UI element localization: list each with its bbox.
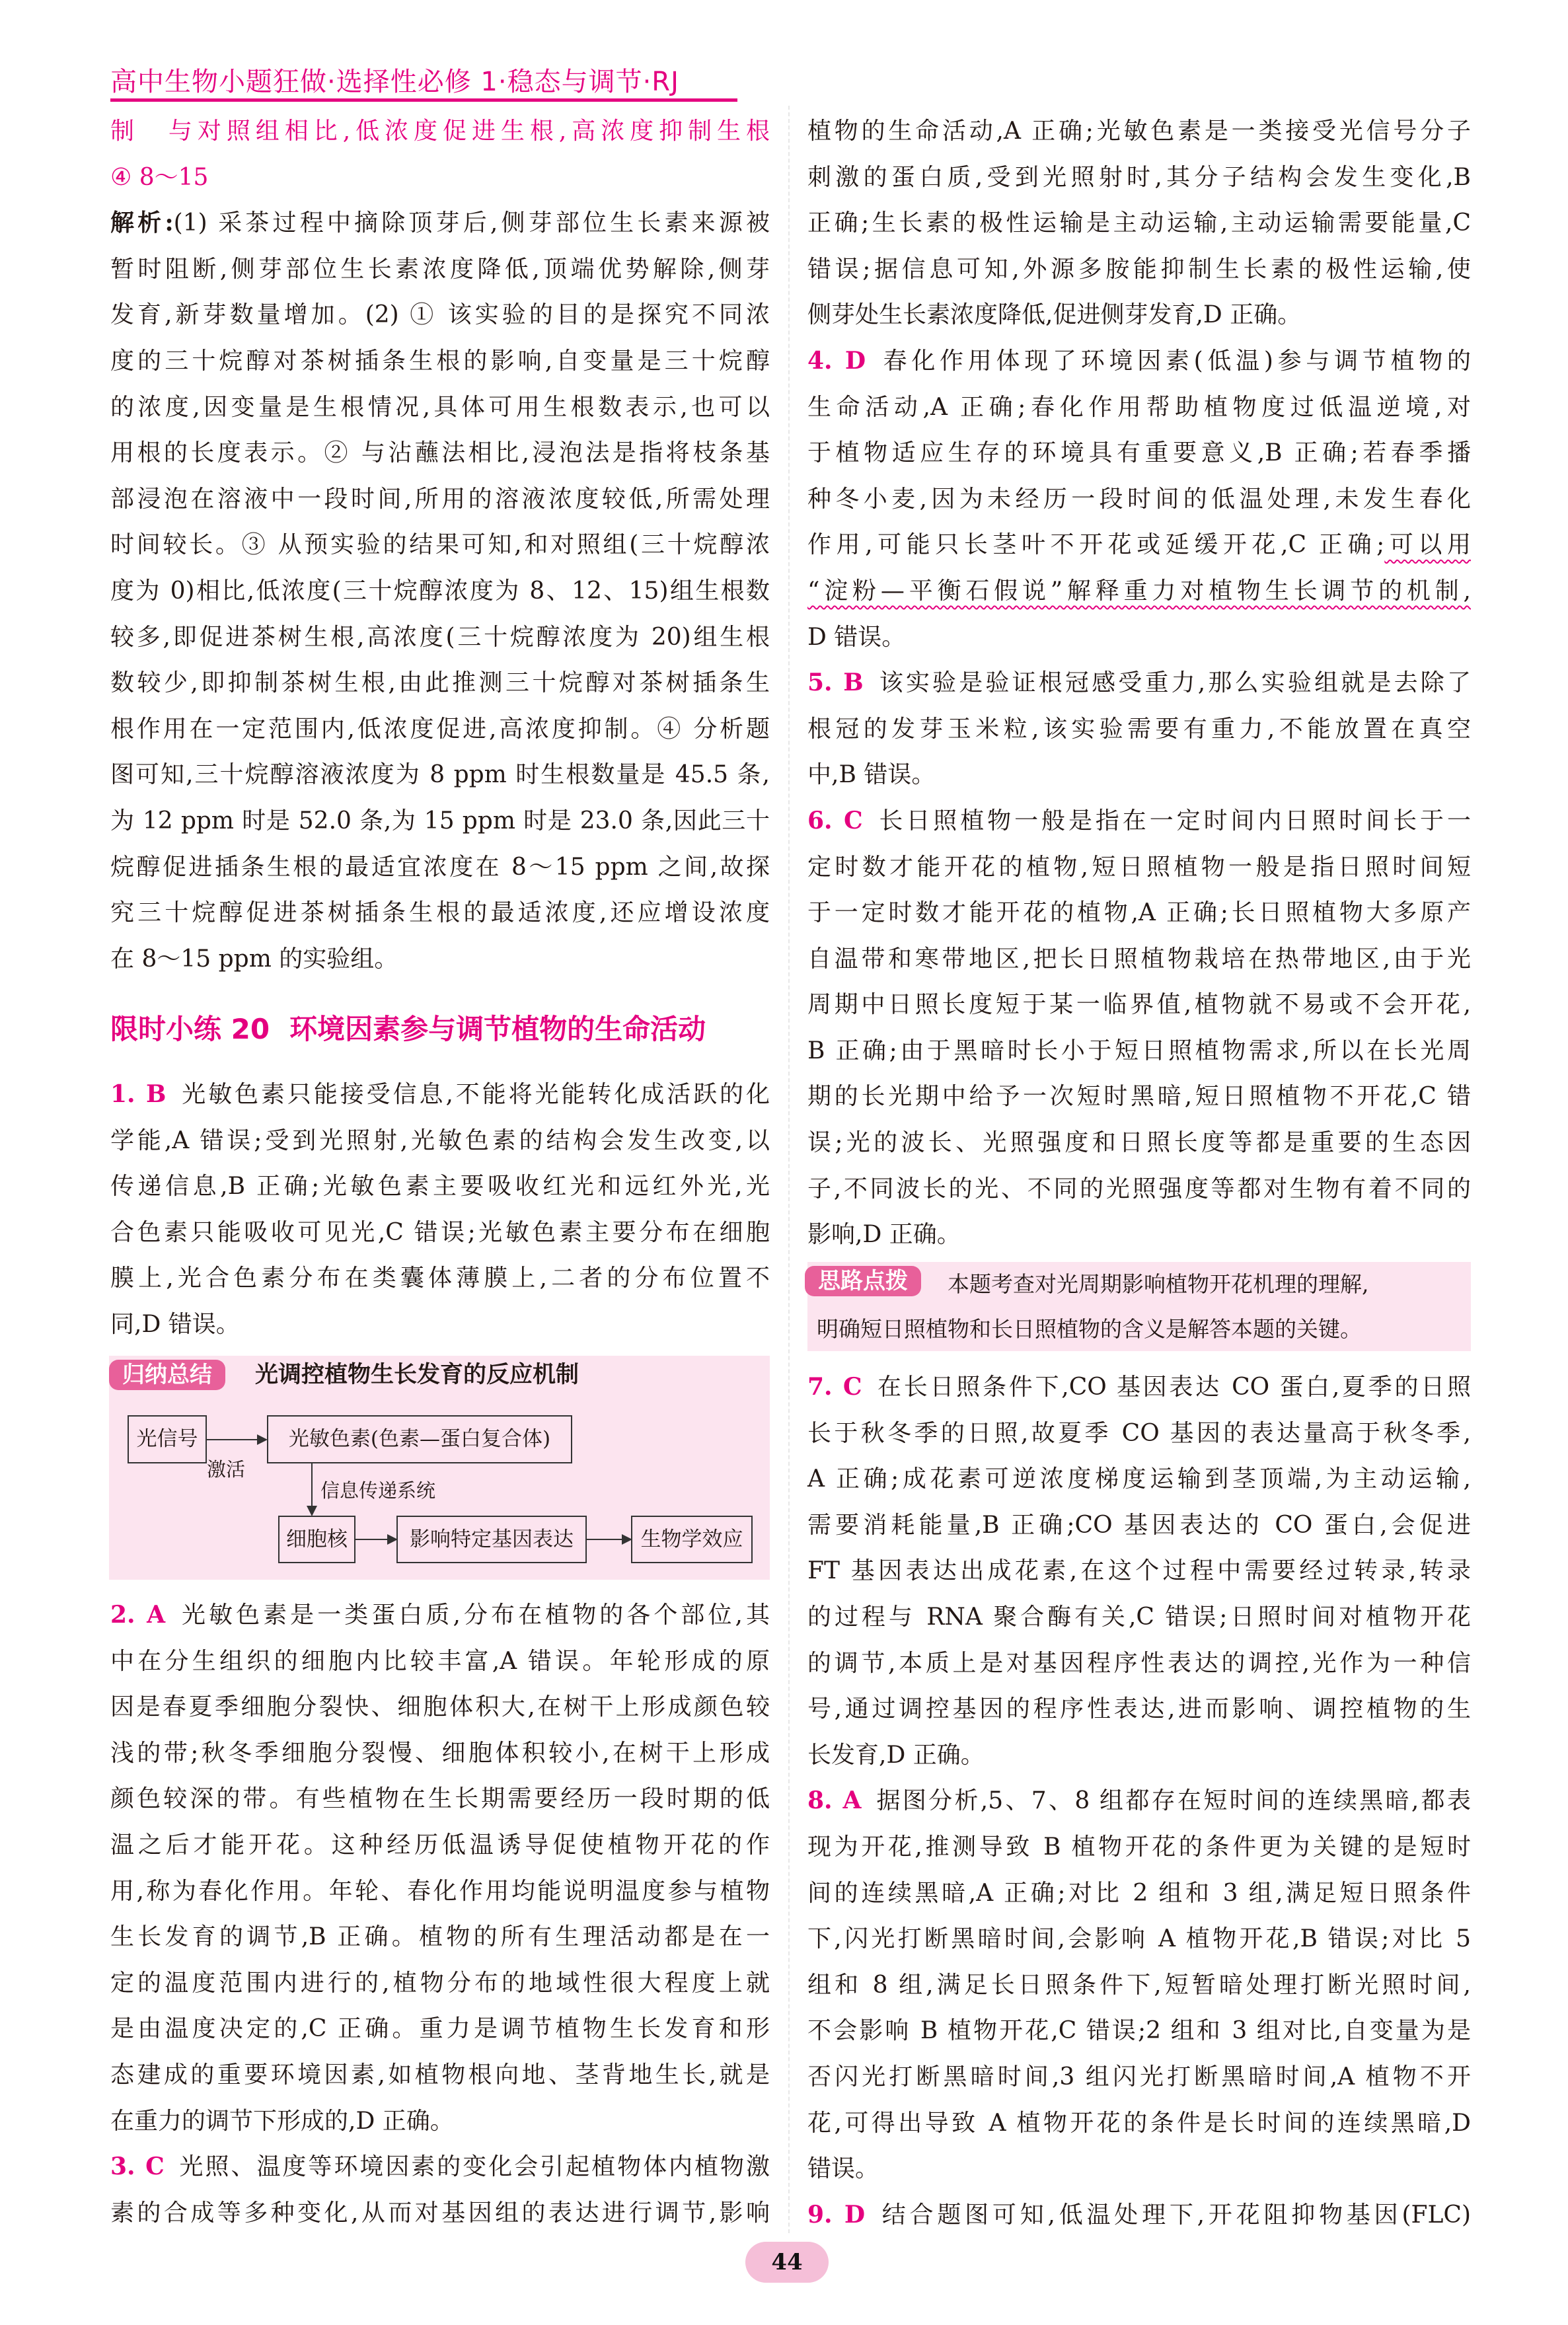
line-text: 生长发育的调节,B 正确。植物的所有生理活动都是在一 <box>110 1923 770 1951</box>
line-text: 的调节,本质上是对基因程序性表达的调控,光作为一种信 <box>807 1649 1471 1677</box>
text-line <box>807 200 1471 246</box>
flow-node-gene-expression: 影响特定基因表达 <box>396 1516 587 1563</box>
line-text: 是由温度决定的,C 正确。重力是调节植物生长发育和形 <box>110 2015 770 2043</box>
line-text: 影响,D 正确。 <box>807 1221 961 1249</box>
answer-label: 2. A <box>110 1601 166 1629</box>
text-line <box>807 1120 1471 1166</box>
line-text: 定的温度范围内进行的,植物分布的地域性很大程度上就 <box>110 1969 770 1997</box>
text-line <box>807 155 1471 201</box>
line-text: 暂时阻断,侧芽部位生长素浓度降低,顶端优势解除,侧芽 <box>110 255 770 283</box>
text-line <box>807 660 1471 706</box>
question-3-continued <box>807 108 1471 338</box>
line-text: 图可知,三十烷醇溶液浓度为 8 ppm 时生根数量是 45.5 条, <box>110 761 770 789</box>
text-line <box>110 385 770 431</box>
line-text: 定时数才能开花的植物,短日照植物一般是指日照时间短 <box>807 853 1471 881</box>
line-text: (1) 采茶过程中摘除顶芽后,侧芽部位生长素来源被 <box>173 209 770 237</box>
answer-label: 9. D <box>807 2200 866 2229</box>
line-text: 自温带和寒带地区,把长日照植物栽培在热带地区,由于光 <box>807 945 1471 973</box>
emphasized-text: 可以用 <box>1384 531 1471 559</box>
question-7-answer <box>807 1364 1471 1778</box>
line-text: 光照、温度等环境因素的变化会引起植物体内植物激 <box>177 2153 770 2181</box>
text-line <box>807 1686 1471 1732</box>
text-line <box>110 798 770 844</box>
line-text: 烷醇促进插条生根的最适宜浓度在 8～15 ppm 之间,故探 <box>110 853 770 881</box>
line-text: 根作用在一定范围内,低浓度促进,高浓度抑制。④ 分析题 <box>110 715 770 743</box>
text-line <box>807 292 1471 338</box>
line-text: 错误;据信息可知,外源多胺能抑制生长素的极性运输,使 <box>807 255 1471 283</box>
line-text: 态建成的重要环境因素,如植物根向地、茎背地生长,就是 <box>110 2061 770 2088</box>
answer-label: 6. C <box>807 806 863 834</box>
text-line <box>110 476 770 523</box>
text-line <box>110 1684 770 1730</box>
text-line <box>110 752 770 798</box>
line-text: 光敏色素是一类蛋白质,分布在植物的各个部位,其 <box>178 1602 770 1629</box>
line-text: 作用,可能只长茎叶不开花或延缓开花,C 正确; <box>807 531 1385 559</box>
section-heading <box>110 1008 706 1047</box>
line-text: ④ 8～15 <box>110 163 209 191</box>
text-line <box>807 1502 1471 1549</box>
text-line <box>807 706 1471 753</box>
text-line <box>807 1166 1471 1212</box>
line-text: 植物的生命活动,A 正确;光敏色素是一类接受光信号分子 <box>807 118 1471 145</box>
line-text: 在长日照条件下,CO 基因表达 CO 蛋白,夏季的日照 <box>875 1374 1471 1401</box>
text-line <box>807 1641 1471 1687</box>
answer-intro <box>110 108 770 200</box>
right-column-top <box>807 108 1471 1258</box>
line-text: 用根的长度表示。② 与沾蘸法相比,浸泡法是指将枝条基 <box>110 439 770 467</box>
text-line <box>110 1210 770 1256</box>
text-line <box>807 1074 1471 1120</box>
text-line <box>110 614 770 661</box>
running-header: 高中生物小题狂做·选择性必修 1·稳态与调节·RJ <box>110 67 679 97</box>
text-line <box>807 1364 1471 1411</box>
text-line <box>807 982 1471 1028</box>
line-text: 该实验是验证根冠感受重力,那么实验组就是去除了 <box>876 669 1471 697</box>
line-text: 度的三十烷醇对茶树插条生根的影响,自变量是三十烷醇 <box>110 347 770 375</box>
text-line <box>110 338 770 385</box>
line-text: 不会影响 B 植物开花,C 错误;2 组和 3 组对比,自变量为是 <box>807 2017 1471 2045</box>
line-text: 制 与对照组相比,低浓度促进生根,高浓度抑制生根 <box>110 118 770 145</box>
tip-box <box>807 1262 1471 1351</box>
line-text: 需要消耗能量,B 正确;CO 基因表达的 CO 蛋白,会促进 <box>807 1511 1471 1539</box>
text-line <box>110 1592 770 1639</box>
text-line <box>110 430 770 476</box>
text-line <box>110 1302 770 1348</box>
flow-node-light-signal: 光信号 <box>128 1415 207 1463</box>
question-8-answer <box>807 1778 1471 2192</box>
line-text: 的浓度,因变量是生根情况,具体可用生根数表示,也可以 <box>110 393 770 421</box>
line-text: 在重力的调节下形成的,D 正确。 <box>110 2107 454 2135</box>
text-line <box>110 2190 770 2236</box>
question-3-answer <box>110 2144 770 2236</box>
text-line <box>807 568 1471 614</box>
line-text: 周期中日照长度短于某一临界值,植物就不易或不会开花, <box>807 991 1471 1019</box>
text-line <box>807 1456 1471 1502</box>
line-text: 结合题图可知,低温处理下,开花阻抑物基因(FLC) <box>877 2201 1471 2229</box>
answer-label: 3. C <box>110 2153 165 2181</box>
line-text: 长发育,D 正确。 <box>807 1741 985 1769</box>
text-line <box>110 1730 770 1777</box>
line-text: 颜色较深的带。有些植物在生长期需要经历一段时期的低 <box>110 1785 770 1813</box>
line-text: 正确;生长素的极性运输是主动运输,主动运输需要能量,C <box>807 209 1471 237</box>
line-text: 于一定时数才能开花的植物,A 正确;长日照植物大多原产 <box>807 899 1471 927</box>
text-line <box>807 614 1471 661</box>
line-text: 同,D 错误。 <box>110 1310 240 1338</box>
line-text: 用,称为春化作用。年轮、春化作用均能说明温度参与植物 <box>110 1877 770 1905</box>
arrow-icon <box>207 1439 266 1440</box>
text-line <box>110 706 770 753</box>
text-line <box>110 1868 770 1915</box>
line-text: 浅的带;秋冬季细胞分裂慢、细胞体积较小,在树干上形成 <box>110 1739 770 1767</box>
question-2-answer <box>110 1592 770 2144</box>
text-line <box>110 155 770 201</box>
right-column-bottom <box>807 1364 1471 2238</box>
arrow-icon <box>311 1463 313 1515</box>
text-line <box>807 1411 1471 1457</box>
line-text: 膜上,光合色素分布在类囊体薄膜上,二者的分布位置不 <box>110 1265 770 1292</box>
line-text: 花,可得出导致 A 植物开花的条件是长时间的连续黑暗,D <box>807 2109 1471 2137</box>
text-line <box>110 108 770 155</box>
line-text: 温之后才能开花。这种经历低温诱导促使植物开花的作 <box>110 1831 770 1859</box>
line-text: 时间较长。③ 从预实验的结果可知,和对照组(三十烷醇浓 <box>110 531 770 559</box>
text-line <box>110 1639 770 1685</box>
text-line <box>110 200 770 246</box>
line-text: 否闪光打断黑暗时间,3 组闪光打断黑暗时间,A 植物不开 <box>807 2063 1471 2090</box>
line-text: B 正确;由于黑暗时长小于短日照植物需求,所以在长光周 <box>807 1037 1471 1064</box>
text-line <box>807 890 1471 936</box>
text-line <box>807 2100 1471 2147</box>
text-line <box>110 1163 770 1210</box>
text-line <box>807 430 1471 476</box>
arrow-icon <box>355 1539 396 1540</box>
text-line <box>110 890 770 936</box>
line-text: 春化作用体现了环境因素(低温)参与调节植物的 <box>878 347 1472 375</box>
page-number: 44 <box>745 2242 829 2283</box>
answer-label: 1. B <box>110 1080 167 1108</box>
text-line <box>807 246 1471 293</box>
text-line <box>807 476 1471 523</box>
summary-title: 光调控植物生长发育的反应机制 <box>255 1362 579 1388</box>
line-text: 部浸泡在溶液中一段时间,所用的溶液浓度较低,所需处理 <box>110 485 770 513</box>
line-text: 因是春夏季细胞分裂快、细胞体积大,在树干上形成颜色较 <box>110 1693 770 1721</box>
text-line <box>110 1776 770 1822</box>
text-line <box>110 2006 770 2052</box>
line-text: A 正确;成花素可逆浓度梯度运输到茎顶端,为主动运输, <box>807 1465 1471 1493</box>
line-text: 现为开花,推测导致 B 植物开花的条件更为关键的是短时 <box>807 1833 1471 1861</box>
text-line <box>807 798 1471 844</box>
text-line <box>110 292 770 338</box>
text-line <box>807 1824 1471 1870</box>
text-line <box>110 660 770 706</box>
text-line <box>807 752 1471 798</box>
line-text: FT 基因表达出成花素,在这个过程中需要经过转录,转录 <box>807 1557 1471 1585</box>
column-divider <box>788 106 790 2233</box>
line-text: 下,闪光打断黑暗时间,会影响 A 植物开花,B 错误;对比 5 <box>807 1925 1471 1953</box>
section-title: 环境因素参与调节植物的生命活动 <box>289 1013 706 1045</box>
text-line <box>807 1594 1471 1641</box>
text-line <box>110 568 770 614</box>
text-line <box>110 2144 770 2190</box>
line-text: 组和 8 组,满足长日照条件下,短暂暗处理打断光照时间, <box>807 1971 1471 1999</box>
line-text: 生命活动,A 正确;春化作用帮助植物度过低温逆境,对 <box>807 393 1471 421</box>
emphasized-text: “淀粉—平衡石假说”解释重力对植物生长调节的机制, <box>807 577 1471 605</box>
text-line <box>807 2146 1471 2192</box>
line-text: 合色素只能吸收可见光,C 错误;光敏色素主要分布在细胞 <box>110 1218 770 1246</box>
text-line <box>807 1870 1471 1917</box>
text-line <box>110 2052 770 2098</box>
section-number: 限时小练 20 <box>110 1013 270 1045</box>
header-underline <box>110 98 737 102</box>
text-line <box>807 1916 1471 1962</box>
line-text: 根冠的发芽玉米粒,该实验需要有重力,不能放置在真空 <box>807 715 1471 743</box>
text-line <box>110 1255 770 1302</box>
summary-box <box>109 1356 770 1580</box>
line-text: 长日照植物一般是指在一定时间内日照时间长于一 <box>876 807 1471 834</box>
text-line <box>110 1118 770 1164</box>
line-text: 间的连续黑暗,A 正确;对比 2 组和 3 组,满足短日照条件 <box>807 1879 1471 1907</box>
text-line <box>807 1028 1471 1074</box>
line-text: 光敏色素只能接受信息,不能将光能转化成活跃的化 <box>179 1081 770 1108</box>
line-text: 中在分生组织的细胞内比较丰富,A 错误。年轮形成的原 <box>110 1647 770 1675</box>
text-line <box>807 108 1471 155</box>
tip-badge: 思路点拨 <box>805 1266 921 1296</box>
text-line <box>807 1778 1471 1824</box>
line-text: 刺激的蛋白质,受到光照射时,其分子结构会发生变化,B <box>807 163 1471 191</box>
line-text: 度为 0)相比,低浓度(三十烷醇浓度为 8、12、15)组生根数 <box>110 577 770 605</box>
text-line <box>110 1822 770 1868</box>
text-line <box>110 522 770 568</box>
line-text: 较多,即促进茶树生根,高浓度(三十烷醇浓度为 20)组生根 <box>110 623 770 651</box>
line-text: 于植物适应生存的环境具有重要意义,B 正确;若春季播 <box>807 439 1471 467</box>
line-text: 据图分析,5、7、8 组都存在短时间的连续黑暗,都表 <box>874 1787 1472 1815</box>
text-line <box>110 1914 770 1960</box>
text-line <box>110 844 770 891</box>
line-text: 错误。 <box>807 2155 879 2183</box>
analysis-paragraph <box>110 200 770 982</box>
tip-text-line: 本题考查对光周期影响植物开花机理的理解, <box>948 1271 1369 1297</box>
question-6-answer <box>807 798 1471 1258</box>
text-line <box>807 936 1471 982</box>
text-line <box>807 385 1471 431</box>
line-text: 子,不同波长的光、不同的光照强度等都对生物有着不同的 <box>807 1175 1471 1202</box>
line-text: 为 12 ppm 时是 52.0 条,为 15 ppm 时是 23.0 条,因此三十 <box>110 807 770 834</box>
text-line <box>807 844 1471 891</box>
text-line <box>807 522 1471 568</box>
line-text: 侧芽处生长素浓度降低,促进侧芽发育,D 正确。 <box>807 301 1302 329</box>
question-9-answer <box>807 2192 1471 2238</box>
line-text: 号,通过调控基因的程序性表达,进而影响、调控植物的生 <box>807 1695 1471 1723</box>
summary-badge: 归纳总结 <box>109 1360 225 1390</box>
line-text: 数较少,即抑制茶树生根,由此推测三十烷醇对茶树插条生 <box>110 669 770 697</box>
question-2-3-answers <box>110 1592 770 2236</box>
text-line <box>110 936 770 982</box>
answer-label: 7. C <box>807 1373 862 1401</box>
edge-label-transduction: 信息传递系统 <box>320 1479 436 1502</box>
answer-label: 8. A <box>807 1787 862 1815</box>
text-line <box>807 2008 1471 2054</box>
line-text: 长于秋冬季的日照,故夏季 CO 基因的表达量高于秋冬季, <box>807 1419 1471 1447</box>
line-text: 学能,A 错误;受到光照射,光敏色素的结构会发生改变,以 <box>110 1126 770 1154</box>
text-line <box>110 246 770 293</box>
question-5-answer <box>807 660 1471 798</box>
answer-label: 解析: <box>110 209 174 237</box>
line-text: 发育,新芽数量增加。(2) ① 该实验的目的是探究不同浓 <box>110 301 770 329</box>
flow-node-biological-effect: 生物学效应 <box>631 1516 753 1563</box>
line-text: 的过程与 RNA 聚合酶有关,C 错误;日照时间对植物开花 <box>807 1603 1471 1631</box>
question-4-answer <box>807 338 1471 660</box>
line-text: 误;光的波长、光照强度和日照长度等都是重要的生态因 <box>807 1129 1471 1157</box>
line-text: 传递信息,B 正确;光敏色素主要吸收红光和远红外光,光 <box>110 1173 770 1200</box>
text-line <box>807 2192 1471 2238</box>
question-1-answer <box>110 1072 770 1348</box>
text-line <box>807 2054 1471 2100</box>
flow-node-phytochrome: 光敏色素(色素—蛋白复合体) <box>267 1415 572 1463</box>
left-column-top <box>110 108 770 982</box>
line-text: 期的长光期中给予一次短时黑暗,短日照植物不开花,C 错 <box>807 1083 1471 1111</box>
text-line <box>807 1212 1471 1258</box>
edge-label-activate: 激活 <box>207 1458 246 1481</box>
line-text: 种冬小麦,因为未经历一段时间的低温处理,未发生春化 <box>807 485 1471 513</box>
line-text: 中,B 错误。 <box>807 761 936 789</box>
text-line <box>807 1962 1471 2009</box>
text-line <box>110 2098 770 2145</box>
line-text: 究三十烷醇促进茶树插条生根的最适浓度,还应增设浓度 <box>110 899 770 927</box>
flow-node-nucleus: 细胞核 <box>278 1516 355 1563</box>
text-line <box>807 1732 1471 1779</box>
line-text: 素的合成等多种变化,从而对基因组的表达进行调节,影响 <box>110 2199 770 2227</box>
answer-label: 5. B <box>807 669 864 697</box>
text-line <box>807 1548 1471 1594</box>
line-text: D 错误。 <box>807 623 906 651</box>
arrow-icon <box>587 1539 631 1540</box>
text-line <box>110 1960 770 2007</box>
answer-label: 4. D <box>807 346 866 375</box>
tip-text-line: 明确短日照植物和长日照植物的含义是解答本题的关键。 <box>817 1316 1362 1342</box>
text-line <box>110 1072 770 1118</box>
line-text: 在 8～15 ppm 的实验组。 <box>110 945 398 973</box>
text-line <box>807 338 1471 385</box>
